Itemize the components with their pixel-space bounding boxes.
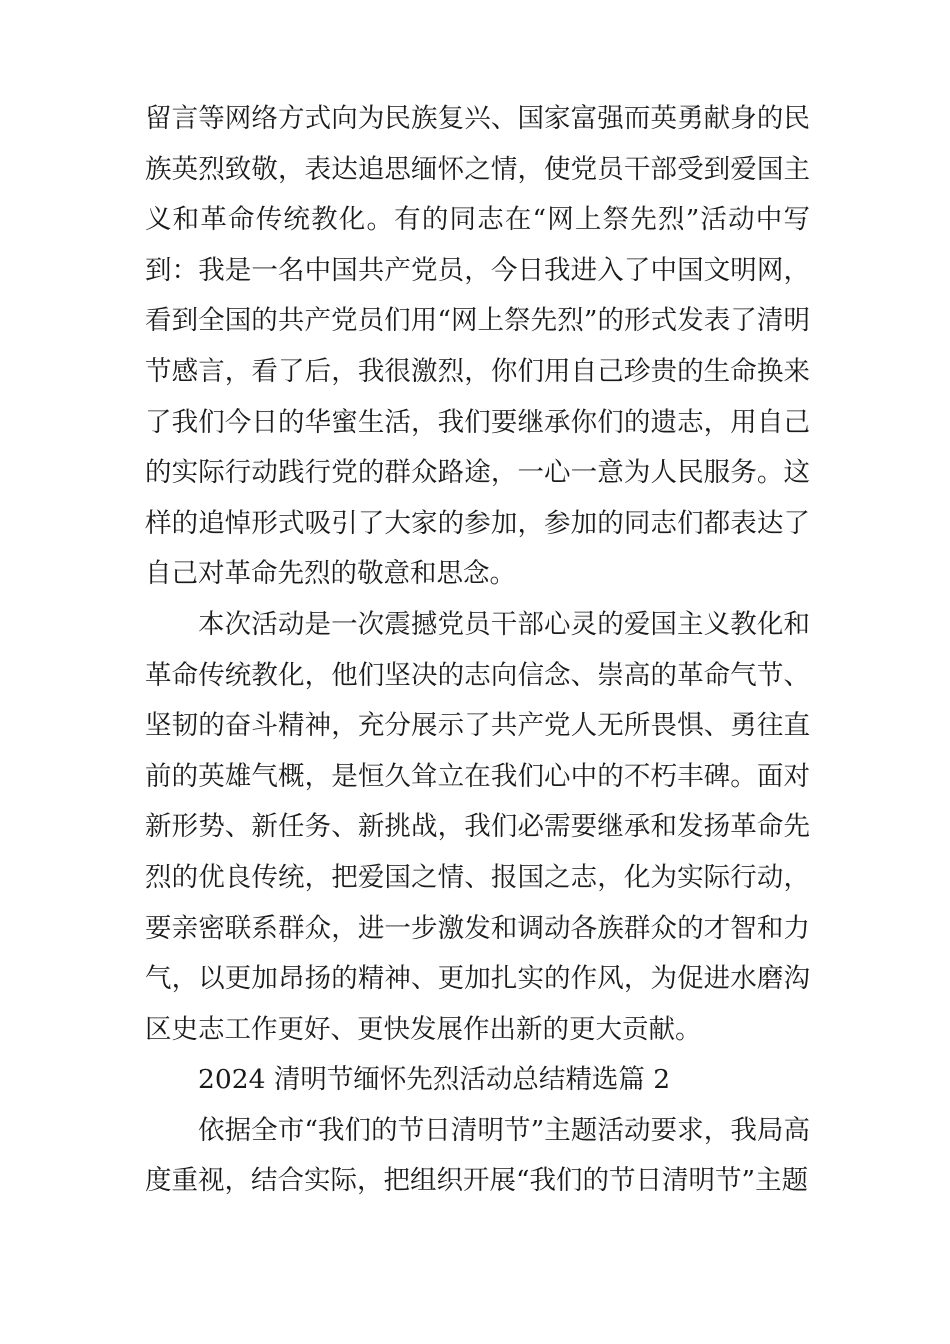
section-heading: 2024 清明节缅怀先烈活动总结精选篇 2	[198, 1064, 671, 1096]
paragraph-section-intro: 依据全市“我们的节日清明节”主题活动要求，我局高度重视，结合实际，把组织开展“我们的节日清明节”主题	[145, 1114, 810, 1197]
paragraph-activity-summary: 本次活动是一次震撼党员干部心灵的爱国主义教化和革命传统教化，他们坚决的志向信念、崇高的革命气节、坚韧的奋斗精神，充分展示了共产党人无所畏惧、勇往直前的英雄气概，是恒久耸立在我们心中的不朽丰碑。面对新形势、新任务、新挑战，我们必需要继承和发扬革命先烈的优良传统，把爱国之情、报国之志，化为实际行动，要亲密联系群众，进一步激发和调动各族群众的才智和力气，以更加昂扬的精神、更加扎实的作风，为促进水磨沟区史志工作更好、更快发展作出新的更大贡献。	[145, 608, 810, 1045]
paragraph-continued: 留言等网络方式向为民族复兴、国家富强而英勇献身的民族英烈致敬，表达追思缅怀之情，使党员干部受到爱国主义和革命传统教化。有的同志在“网上祭先烈”活动中写到：我是一名中国共产党员，今日我进入了中国文明网，看到全国的共产党员们用“网上祭先烈”的形式发表了清明节感言，看了后，我很激烈，你们用自己珍贵的生命换来了我们今日的华蜜生活，我们要继承你们的遗志，用自己的实际行动践行党的群众路途，一心一意为人民服务。这样的追悼形式吸引了大家的参加，参加的同志们都表达了自己对革命先烈的敬意和思念。	[145, 103, 810, 590]
document-body	[145, 94, 810, 1207]
